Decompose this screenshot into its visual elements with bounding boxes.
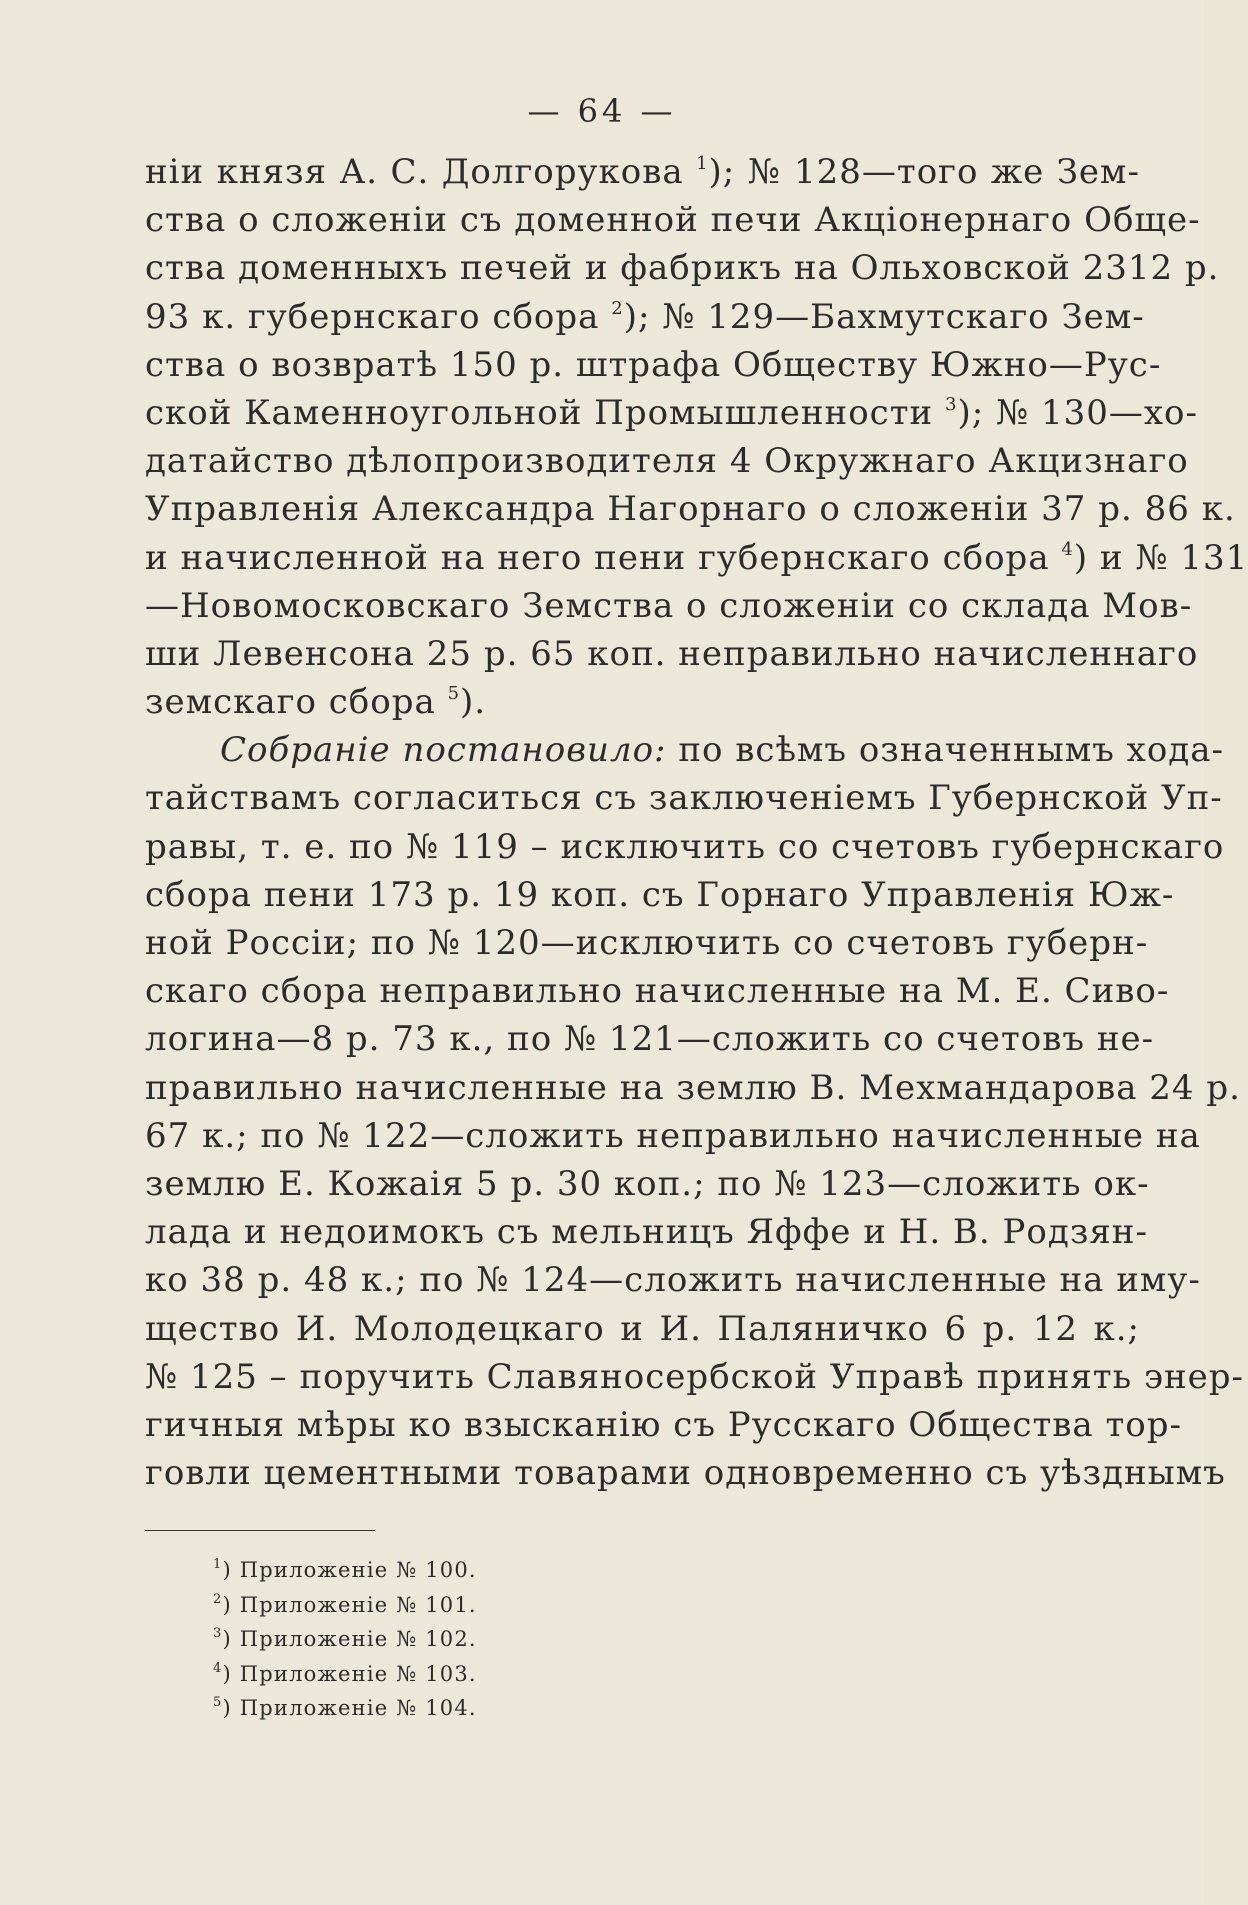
text-line: ства о возвратѣ 150 р. штрафа Обществу Южно—Рус-: [145, 344, 1162, 385]
footnote: $^3$) Приложеніе № 102.: [213, 1626, 477, 1651]
text-line: равы, т. е. по № 119 – исключить со счетовъ губернскаго: [145, 826, 1225, 867]
footnote-mark: 2: [213, 1591, 223, 1607]
text-line: Собраніе постановило: по всѣмъ означеннымъ хода-: [220, 730, 1224, 771]
text-line: землю Е. Кожаія 5 р. 30 коп.; по № 123—сложить ок-: [145, 1163, 1150, 1204]
text-line: лада и недоимокъ съ мельницъ Яффе и Н. В. Родзян-: [145, 1212, 1148, 1253]
italic-lead: Собраніе постановило:: [220, 730, 667, 771]
footnote-ref: 2: [611, 297, 624, 319]
text-line: ной Россіи; по № 120—исключить со счетовъ губерн-: [145, 923, 1149, 963]
text-line: ши Левенсона 25 р. 65 коп. неправильно начисленнаго: [145, 633, 1199, 674]
page-number: — 64 —: [527, 92, 677, 130]
text-line: скаго сбора неправильно начисленные на М. Е. Сиво-: [145, 971, 1170, 1012]
text-line: № 125 – поручить Славяносербской Управѣ принять энер-: [145, 1356, 1245, 1397]
footnote-ref: 1: [696, 153, 709, 174]
text-line: говли цементными товарами одновременно съ уѣзднымъ: [145, 1453, 1226, 1494]
text-line: щество И. Молодецкаго и И. Паляничко 6 р. 12 к.;: [145, 1308, 1140, 1349]
footnote-mark: 5: [213, 1695, 223, 1710]
text-line: датайство дѣлопроизводителя 4 Окружнаго Акцизнаго: [145, 441, 1189, 482]
footnote-ref: 4: [1061, 538, 1074, 560]
footnote-mark: 1: [213, 1557, 223, 1572]
footnote: $^5$) Приложеніе № 104.: [213, 1695, 477, 1720]
text-line: земскаго сбора $^5$).: [145, 682, 487, 723]
text-line: ніи князя А. С. Долгорукова $^1$); № 128—того же Зем-: [145, 152, 1140, 192]
text-line: 67 к.; по № 122—сложить неправильно начисленные на: [145, 1115, 1201, 1156]
footnote: $^1$) Приложеніе № 100.: [213, 1557, 477, 1582]
footnote-mark: 3: [213, 1626, 223, 1641]
text-line: ской Каменноугольной Промышленности $^3$); № 130—хо-: [145, 392, 1199, 433]
text-line: гичныя мѣры ко взысканію съ Русскаго Общества тор-: [145, 1404, 1183, 1445]
footnotes: [213, 1553, 477, 1726]
text-line: 93 к. губернскаго сбора $^2$); № 129—Бахмутскаго Зем-: [145, 296, 1145, 337]
text-line: тайствамъ согласиться съ заключеніемъ Губернской Уп-: [145, 778, 1223, 819]
text-line: Управленія Александра Нагорнаго о сложеніи 37 р. 86 к.: [145, 489, 1236, 530]
text-line: —Новомосковскаго Земства о сложеніи со склада Мов-: [145, 585, 1193, 626]
body-text: [145, 148, 1248, 1497]
footnote: $^4$) Приложеніе № 103.: [213, 1660, 477, 1686]
footnote-ref: 5: [447, 683, 461, 705]
footnote-mark: 4: [213, 1660, 223, 1676]
text-line: логина—8 р. 73 к., по № 121—сложить со счетовъ не-: [145, 1019, 1155, 1060]
footnote-ref: 3: [945, 393, 958, 415]
footnote: $^2$) Приложеніе № 101.: [213, 1591, 477, 1617]
footnote-divider: [145, 1530, 375, 1531]
text-line: ства о сложеніи съ доменной печи Акціонернаго Обще-: [145, 200, 1201, 241]
text-line: ства доменныхъ печей и фабрикъ на Ольховской 2312 р.: [145, 248, 1220, 289]
text-line: ко 38 р. 48 к.; по № 124—сложить начисленные на иму-: [145, 1260, 1201, 1301]
text-line: правильно начисленные на землю В. Мехмандарова 24 р.: [145, 1067, 1241, 1108]
text-line: и начисленной на него пени губернскаго сбора $^4$) и № 131: [145, 537, 1248, 578]
text-line: сбора пени 173 р. 19 коп. съ Горнаго Управленія Юж-: [145, 874, 1175, 915]
